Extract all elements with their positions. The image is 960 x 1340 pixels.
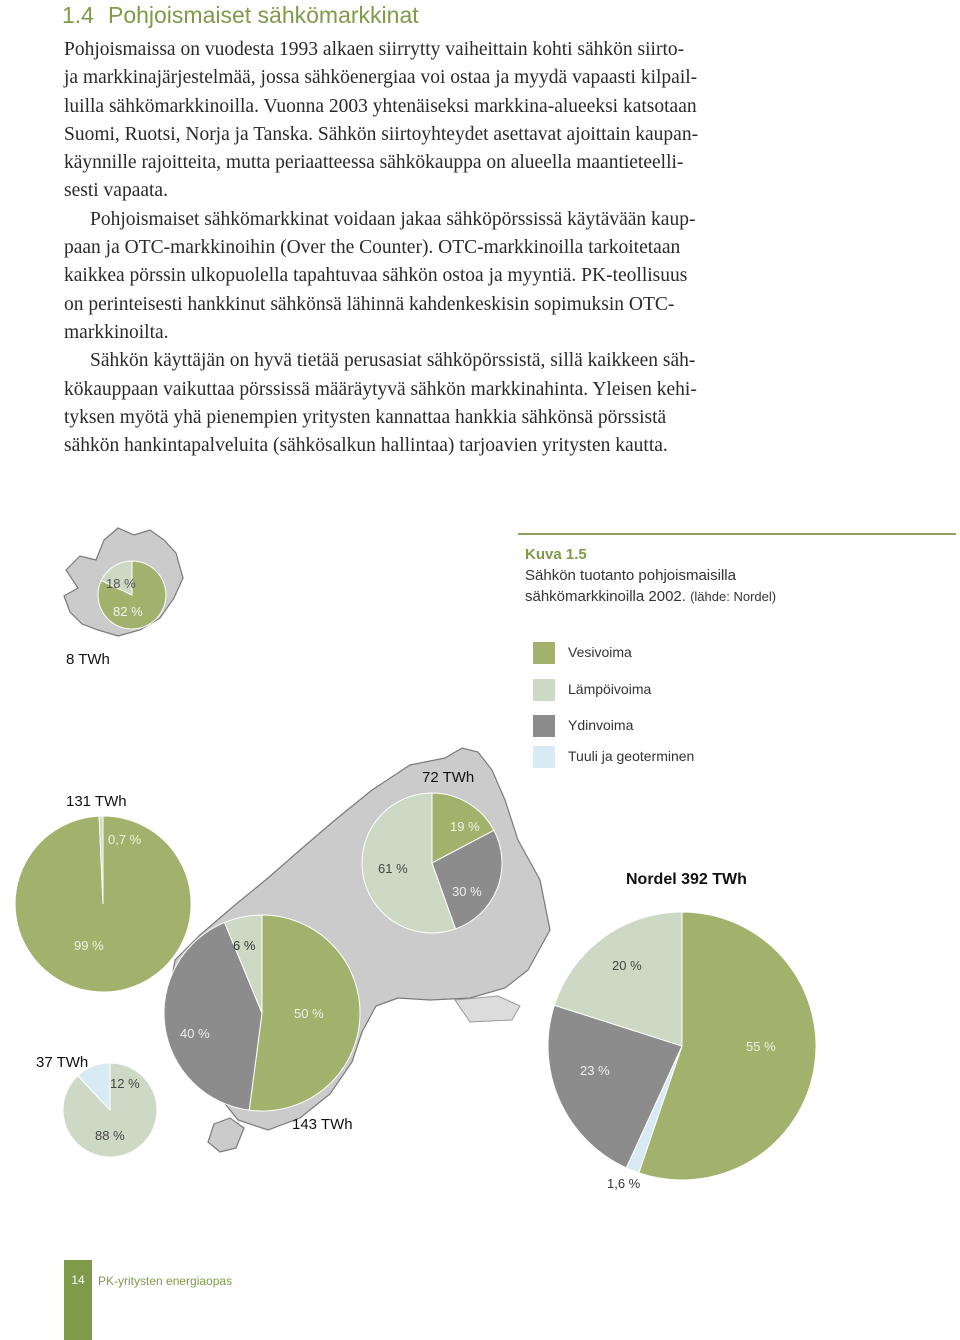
pie-total-label: 143 TWh xyxy=(292,1116,353,1133)
figure-caption xyxy=(525,544,776,607)
legend-label: Ydinvoima xyxy=(568,717,634,733)
legend-swatch xyxy=(533,642,555,664)
pie-total-label: Nordel 392 TWh xyxy=(626,871,747,888)
text-line: käynnille rajoitteita, mutta periaatteessa sähkökauppa on alueella maantieteelli- xyxy=(64,152,684,174)
paragraph-3 xyxy=(64,347,784,460)
slice-label: 50 % xyxy=(294,1006,324,1021)
caption-source: (lähde: Nordel) xyxy=(690,589,777,604)
slice-label: 40 % xyxy=(180,1026,210,1041)
slice-label: 6 % xyxy=(233,938,256,953)
slice-label: 19 % xyxy=(450,819,480,834)
slice-label: 88 % xyxy=(95,1128,125,1143)
text-line: on perinteisesti hankkinut sähkönsä lähinnä kahdenkeskisin sopimuksin OTC- xyxy=(64,293,675,315)
pie-total-label: 8 TWh xyxy=(66,651,110,668)
caption-line-2 xyxy=(525,586,776,607)
pie-sweden xyxy=(164,915,360,1111)
caption-label: Kuva 1.5 xyxy=(525,546,587,563)
slice-label: 1,6 % xyxy=(607,1176,641,1191)
map-estonia xyxy=(455,996,520,1022)
footer-title: PK-yritysten energiaopas xyxy=(98,1274,233,1288)
text-line: sähkön hankintapalveluita (sähkösalkun hallintaa) tarjoavien yritysten kautta. xyxy=(64,435,668,457)
pie-total-label: 72 TWh xyxy=(422,769,475,786)
pie-total-label: 37 TWh xyxy=(36,1054,89,1071)
legend-label: Vesivoima xyxy=(568,644,632,660)
text-line: luilla sähkömarkkinoilla. Vuonna 2003 yhtenäiseksi markkina-alueeksi katsotaan xyxy=(64,95,697,117)
legend-swatch xyxy=(533,715,555,737)
slice-label: 12 % xyxy=(110,1076,140,1091)
pie-total-label: 131 TWh xyxy=(66,793,127,810)
legend-label: Tuuli ja geoterminen xyxy=(568,748,695,764)
paragraph-1 xyxy=(64,36,784,206)
figure-map-pies xyxy=(0,520,960,1240)
caption-line-1: Sähkön tuotanto pohjoismaisilla xyxy=(525,567,736,584)
legend-label: Lämpöivoima xyxy=(568,681,652,697)
text-line: Pohjoismaissa on vuodesta 1993 alkaen siirrytty vaiheittain kohti sähkön siirto- xyxy=(64,39,685,60)
text-line: tyksen myötä yhä pienempien yritysten kannattaa hankkia sähkönsä pörssistä xyxy=(64,406,667,428)
slice-label: 99 % xyxy=(74,938,104,953)
legend-swatch xyxy=(533,746,555,768)
caption-text: sähkömarkkinoilla 2002. xyxy=(525,588,686,605)
slice-label: 20 % xyxy=(612,958,642,973)
text-line: Sähkön käyttäjän on hyvä tietää perusasiat sähköpörssistä, sillä kaikkeen säh- xyxy=(90,350,696,372)
map-denmark xyxy=(208,1118,244,1152)
text-line: markkinoilta. xyxy=(64,321,169,343)
page-number: 14 xyxy=(71,1273,85,1287)
pie-norway xyxy=(15,816,191,992)
text-line: paan ja OTC-markkinoihin (Over the Counter). OTC-markkinoilla tarkoitetaan xyxy=(64,237,681,259)
slice-label: 30 % xyxy=(452,884,482,899)
slice-label: 55 % xyxy=(746,1039,776,1054)
body-text xyxy=(64,36,784,460)
section-title: Pohjoismaiset sähkömarkkinat xyxy=(107,2,419,28)
text-line: kaikkea pörssin ulkopuolella tapahtuvaa sähkön ostoa ja myyntiä. PK-teollisuus xyxy=(64,265,688,287)
legend-swatch xyxy=(533,679,555,701)
text-line: ja markkinajärjestelmää, jossa sähköenergiaa voi ostaa ja myydä vapaasti kilpail- xyxy=(64,67,698,89)
slice-label: 61 % xyxy=(378,861,408,876)
paragraph-2 xyxy=(64,206,784,347)
footer-bar xyxy=(64,1260,92,1340)
slice-label: 82 % xyxy=(113,604,143,619)
section-heading xyxy=(62,2,419,29)
slice-label: 0,7 % xyxy=(108,832,142,847)
caption-rule xyxy=(518,533,956,535)
section-number: 1.4 xyxy=(62,2,94,28)
text-line: sesti vapaata. xyxy=(64,180,168,202)
text-line: Pohjoismaiset sähkömarkkinat voidaan jakaa sähköpörssissä käytävään kaup- xyxy=(90,208,696,230)
text-line: kökauppaan vaikuttaa pörssissä määräytyvä sähkön markkinahinta. Yleisen kehi- xyxy=(64,378,697,400)
slice-label: 23 % xyxy=(580,1063,610,1078)
text-line: Suomi, Ruotsi, Norja ja Tanska. Sähkön siirtoyhteydet asettavat ajoittain kaupan- xyxy=(64,123,699,145)
pie-nordel xyxy=(548,912,816,1180)
slice-label: 18 % xyxy=(106,576,136,591)
